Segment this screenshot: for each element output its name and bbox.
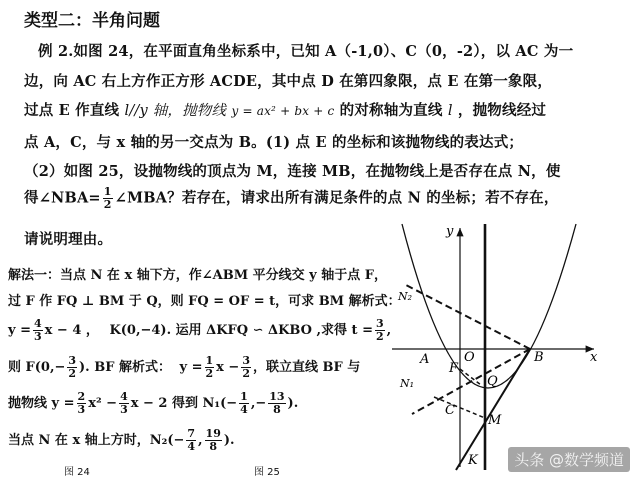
label-n2: N₂ (398, 290, 413, 303)
caption-fig24: 图 24 (64, 467, 90, 478)
problem-line-3-e: l (447, 103, 453, 119)
problem-line-3-f: ，抛物线经过 (457, 102, 547, 119)
label-x: x (590, 350, 598, 365)
watermark: 头条 @数学频道 (508, 447, 630, 472)
problem-line-3-d: 的对称轴为直线 (339, 102, 443, 119)
problem-line-4: 点 A，C，与 x 轴的另一交点为 B。(1) 点 E 的坐标和该抛物线的表达式； (24, 134, 524, 151)
label-k: K (468, 453, 478, 468)
label-m: M (488, 413, 502, 428)
label-q: Q (487, 374, 498, 389)
label-a: A (420, 352, 430, 367)
problem-line-2: 边，向 AC 右上方作正方形 ACDE，其中点 D 在第四象限，点 E 在第一象限， (24, 73, 553, 90)
solution-line-4: 则 F(0,− $\frac{3}{2}$ ). BF 解析式： y = $\frac{1}{2}$ x − $\frac{3}{2}$ ，联立直线 BF 与 (8, 354, 361, 380)
problem-line-6-b: ∠MBA？若存在，请求出所有满足条件的点 N 的坐标；若不存在， (114, 189, 559, 207)
problem-line-3-a: 过点 E 作直线 (24, 102, 120, 119)
problem-line-3 (24, 99, 546, 120)
problem-line-7: 请说明理由。 (24, 231, 113, 248)
figure-25-diagram (392, 222, 607, 474)
label-c: C (445, 403, 455, 418)
label-n1: N₁ (400, 377, 415, 390)
solution-line-2: 过 F 作 FQ ⊥ BM 于 Q，则 FQ = OF = t，可求 BM 解析式： (8, 294, 401, 309)
label-f: F (449, 361, 459, 376)
problem-line-6-a: 得∠NBA= (24, 189, 101, 207)
solution-line-6: 当点 N 在 x 轴上方时，N₂(− $\frac{7}{4}$ , $\frac{19}{8}$ ). (8, 427, 235, 453)
problem-line-6 (24, 186, 559, 211)
problem-parabola-formula: y = ax² + bx + c (231, 104, 335, 118)
solution-line-5: 抛物线 y = $\frac{2}{3}$ x² − $\frac{4}{3}$ x − 2 得到 N₁(− $\frac{1}{4}$ ,− $\frac{13}{8}$ ). (8, 390, 299, 416)
fraction-half: $\frac{1}{2}$ (103, 185, 112, 211)
label-y: y (446, 224, 454, 239)
solution-line-3: y = $\frac{4}{3}$ x − 4 ， K(0,−4). 运用 ΔKFQ ∽ ΔKBO ,求得 t = $\frac{3}{2}$ , (8, 317, 392, 343)
problem-line-5: （2）如图 25，设抛物线的顶点为 M，连接 MB，在抛物线上是否存在点 N，使 (24, 163, 561, 180)
page-title: 类型二：半角问题 (24, 11, 160, 31)
problem-line-3-b: l//y 轴，抛物线 (124, 103, 227, 119)
caption-fig25: 图 25 (254, 467, 280, 478)
problem-line-1: 例 2.如图 24，在平面直角坐标系中，已知 A（-1,0）、C（0，-2），以 AC 为一 (38, 43, 574, 60)
label-b: B (534, 350, 544, 365)
label-o: O (464, 350, 475, 365)
solution-line-1: 解法一：当点 N 在 x 轴下方，作∠ABM 平分线交 y 轴于点 F， (8, 268, 387, 283)
